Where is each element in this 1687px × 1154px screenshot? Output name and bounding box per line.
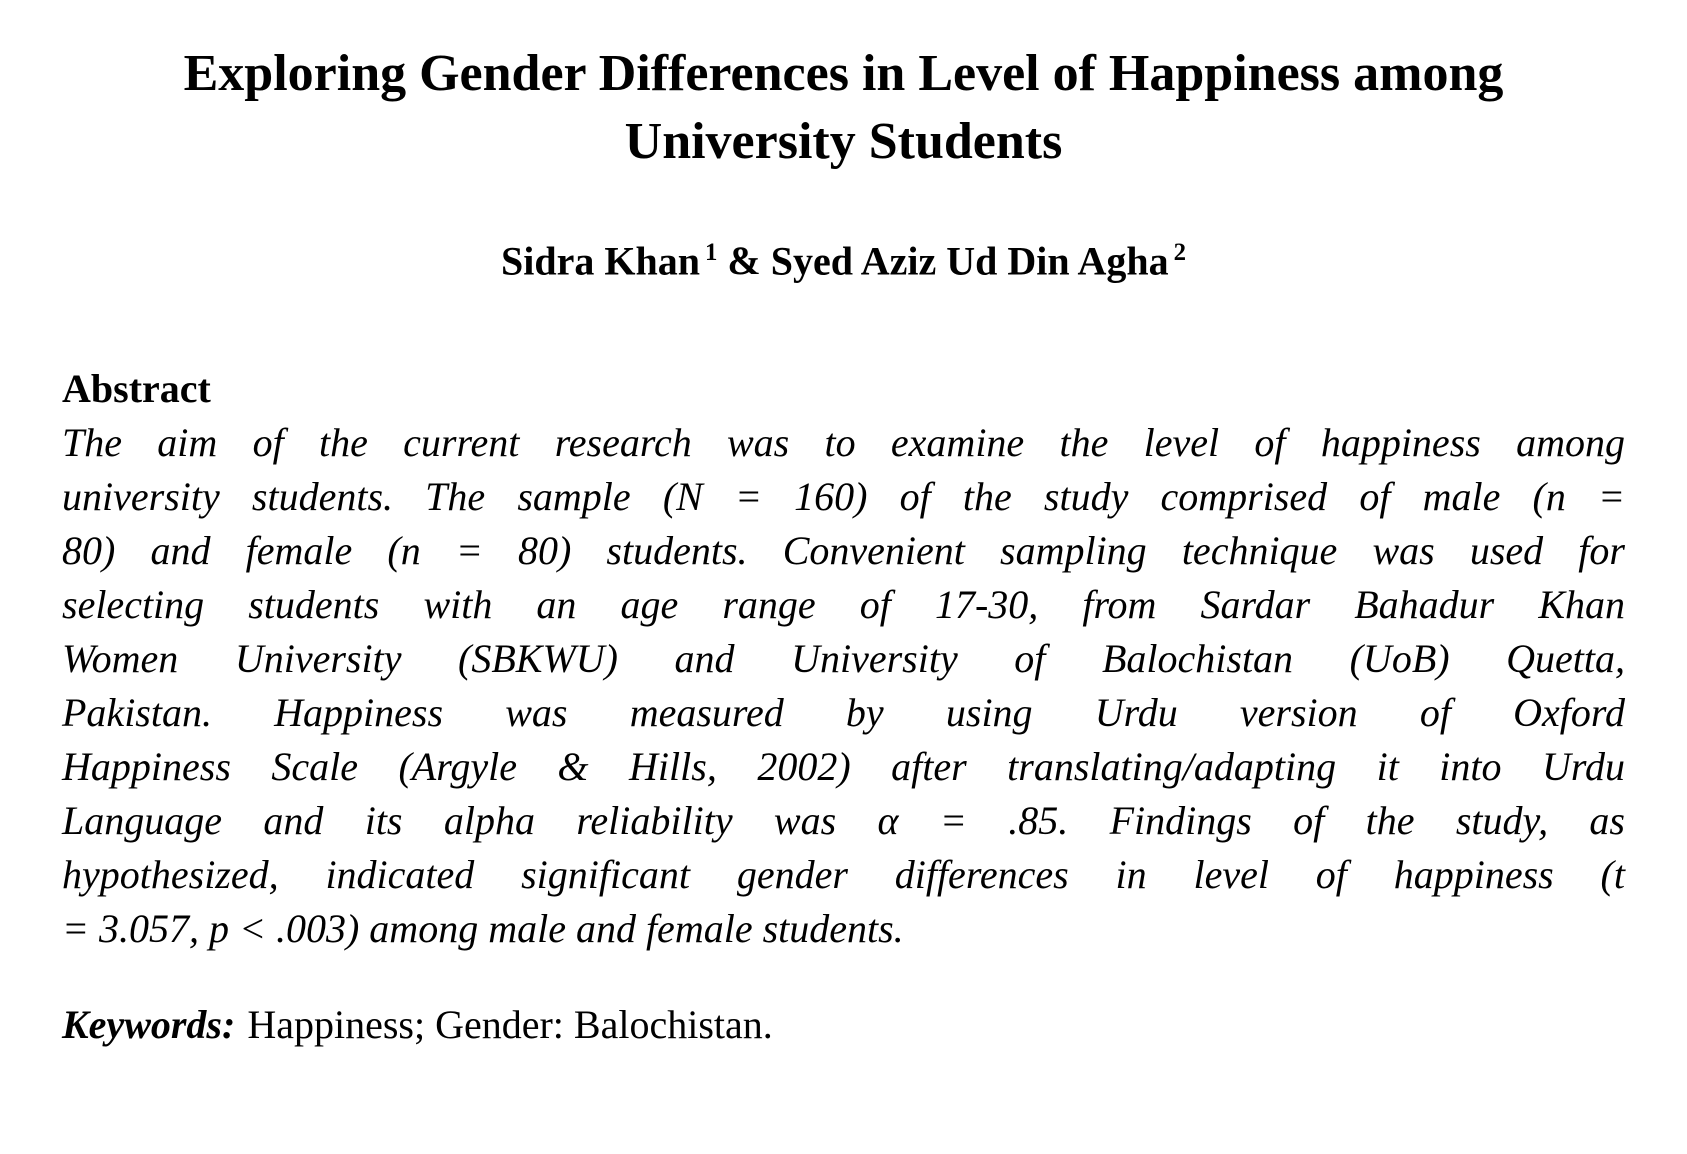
- abstract-line: 80) and female (n = 80) students. Convenient sampling technique was used for: [62, 528, 1625, 574]
- author-2-superscript: 2: [1173, 239, 1186, 266]
- abstract-line: Women University (SBKWU) and University of Balochistan (UoB) Quetta,: [62, 636, 1625, 682]
- author-1-name: Sidra Khan: [501, 238, 700, 284]
- author-2-name: Syed Aziz Ud Din Agha: [770, 238, 1169, 284]
- author-1-superscript: 1: [704, 239, 718, 266]
- keywords-label: Keywords:: [62, 1002, 236, 1048]
- paper-title-line-2: University Students: [624, 113, 1063, 170]
- abstract-line: university students. The sample (N = 160) of the study comprised of male (n =: [62, 474, 1625, 520]
- abstract-line: Language and its alpha reliability was α = .85. Findings of the study, as: [62, 798, 1625, 844]
- abstract-line: = 3.057, p < .003) among male and female students.: [62, 906, 904, 952]
- abstract-line: Pakistan. Happiness was measured by using Urdu version of Oxford: [62, 690, 1625, 736]
- authors-line: [62, 228, 1625, 286]
- abstract-line: hypothesized, indicated significant gender differences in level of happiness (t: [62, 852, 1625, 898]
- abstract-heading: Abstract: [62, 366, 211, 412]
- paper-title-line-1: Exploring Gender Differences in Level of Happiness among: [183, 45, 1504, 102]
- abstract-line: Happiness Scale (Argyle & Hills, 2002) after translating/adapting it into Urdu: [62, 744, 1625, 790]
- abstract-line: The aim of the current research was to examine the level of happiness among: [62, 420, 1625, 466]
- abstract-body: [62, 416, 1625, 956]
- authors-ampersand: &: [727, 238, 761, 284]
- abstract-line: selecting students with an age range of 17-30, from Sardar Bahadur Khan: [62, 582, 1625, 628]
- paper-title: [62, 40, 1625, 176]
- keywords-text: Happiness; Gender: Balochistan.: [247, 1002, 773, 1048]
- keywords-line: [62, 998, 1625, 1052]
